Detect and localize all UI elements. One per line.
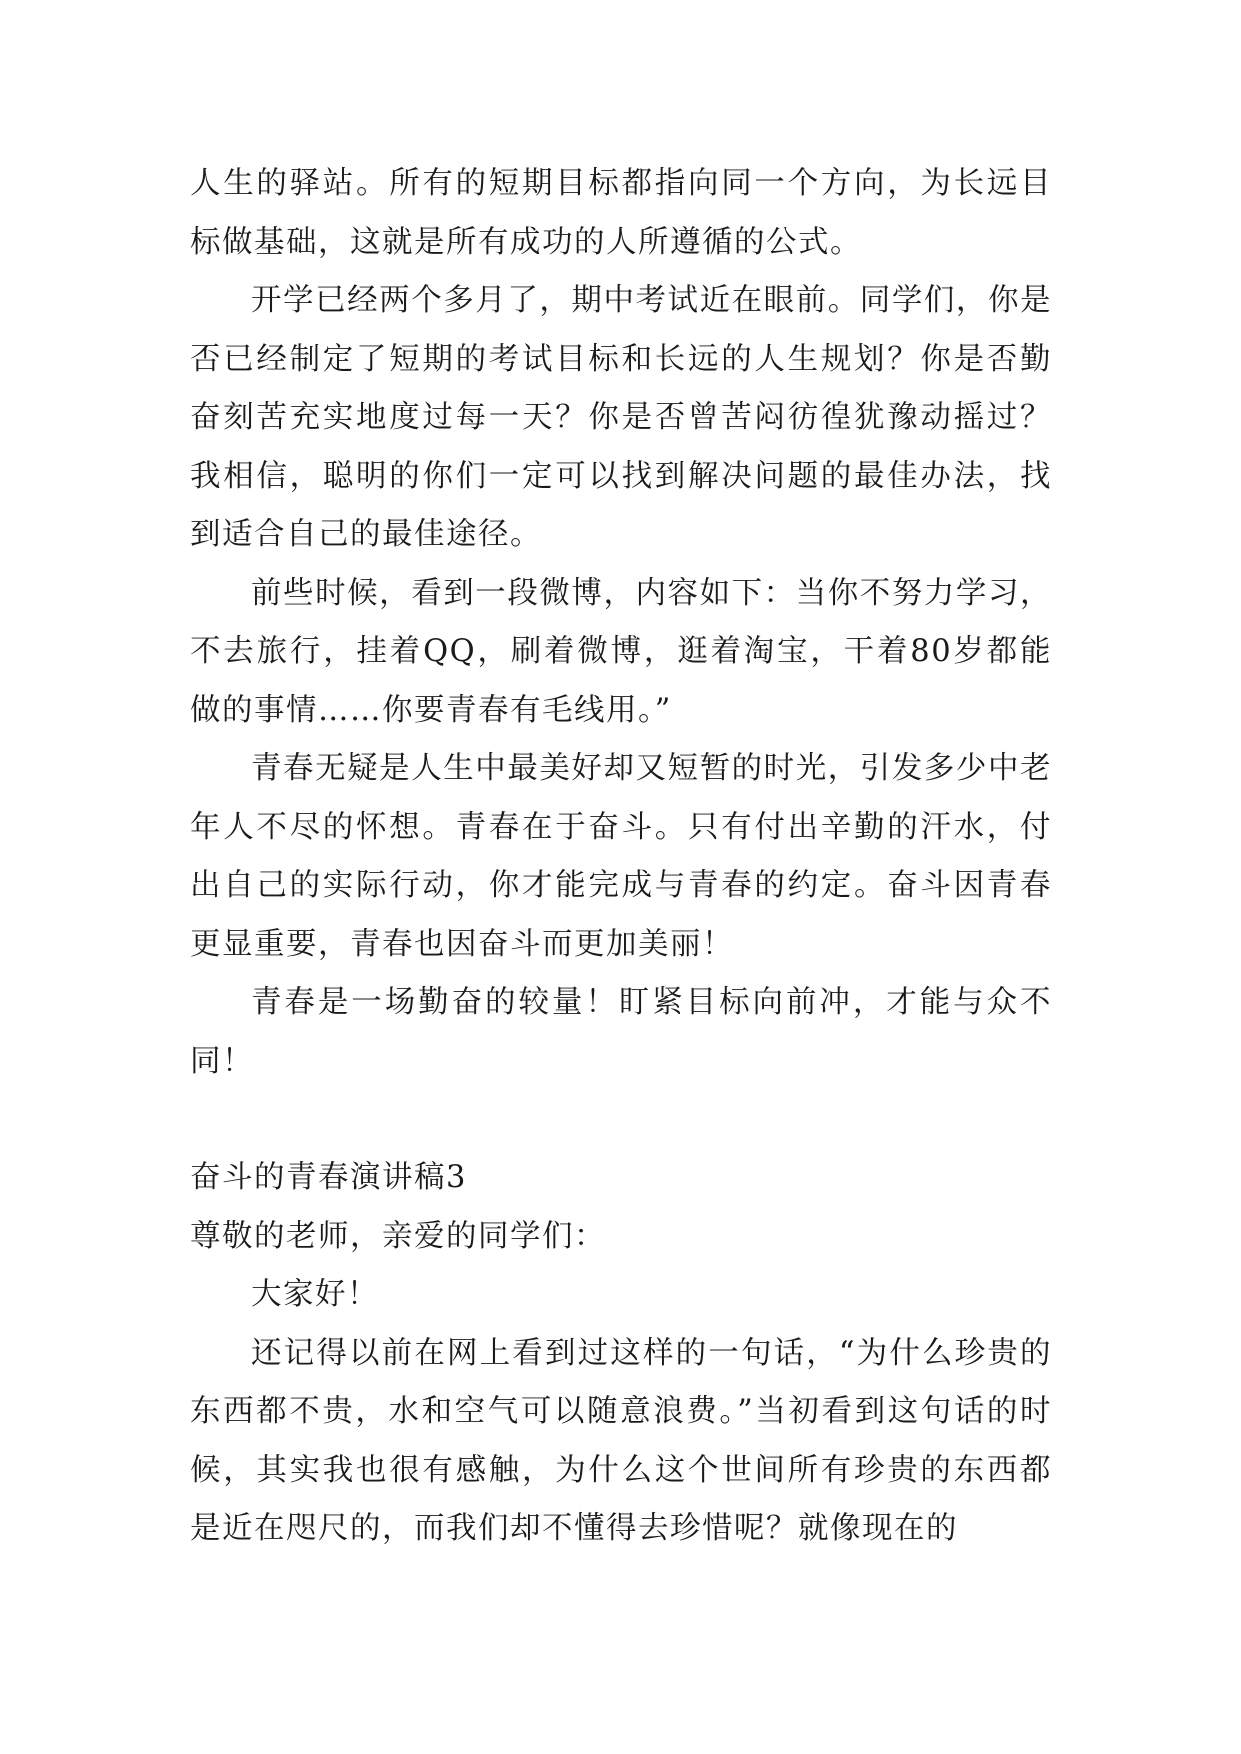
paragraph: 前些时候，看到一段微博，内容如下：当你不努力学习，不去旅行，挂着QQ，刷着微博，逛着淘宝，干着80岁都能做的事情……你要青春有毛线用。” xyxy=(190,575,1052,728)
paragraph: 还记得以前在网上看到过这样的一句话，“为什么珍贵的东西都不贵，水和空气可以随意浪费。”当初看到这句话的时候，其实我也很有感触，为什么这个世间所有珍贵的东西都是近在咫尺的，而我们却不懂得去珍惜呢？就像现在的 xyxy=(190,1335,1052,1546)
paragraph: 开学已经两个多月了，期中考试近在眼前。同学们，你是否已经制定了短期的考试目标和长远的人生规划？你是否勤奋刻苦充实地度过每一天？你是否曾苦闷彷徨犹豫动摇过？我相信，聪明的你们一定可以找到解决问题的最佳办法，找到适合自己的最佳途径。 xyxy=(190,283,1052,552)
section-gap xyxy=(190,1091,1052,1149)
section-title: 奋斗的青春演讲稿3 xyxy=(190,1160,467,1195)
greeting: 大家好！ xyxy=(251,1277,379,1312)
paragraph-continued: 人生的驿站。所有的短期目标都指向同一个方向，为长远目标做基础，这就是所有成功的人所遵循的公式。 xyxy=(190,166,1052,260)
document-page xyxy=(190,155,1052,1559)
paragraph: 青春无疑是人生中最美好却又短暂的时光，引发多少中老年人不尽的怀想。青春在于奋斗。只有付出辛勤的汗水，付出自己的实际行动，你才能完成与青春的约定。奋斗因青春更显重要，青春也因奋斗而更加美丽！ xyxy=(190,751,1052,962)
text-block-1 xyxy=(190,155,1052,1091)
salutation: 尊敬的老师，亲爱的同学们： xyxy=(190,1218,606,1254)
text-block-2 xyxy=(190,1149,1052,1559)
paragraph: 青春是一场勤奋的较量！盯紧目标向前冲，才能与众不同！ xyxy=(190,985,1052,1079)
